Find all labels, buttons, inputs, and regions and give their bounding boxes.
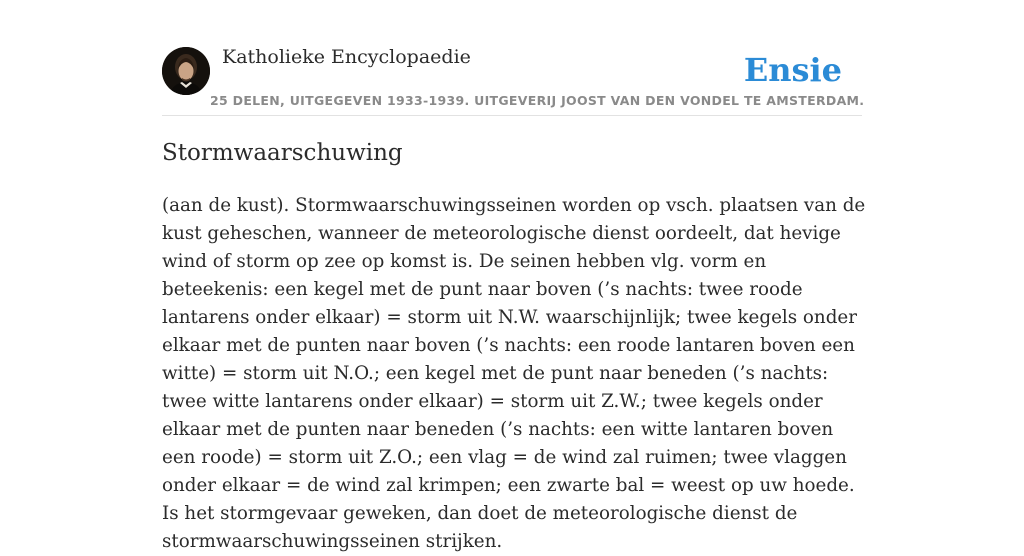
header-divider (162, 115, 862, 116)
article-body: (aan de kust). Stormwaarschuwingsseinen worden op vsch. plaatsen van de kust geheschen, wanneer de meteorologische dienst oordeelt, dat hevige wind of storm op zee op komst is. De seinen hebben vlg. vorm en beteekenis: een kegel met de punt naar boven (’s nachts: twee roode lantarens onder elkaar) = storm uit N.W. waarschijnlijk; twee kegels onder elkaar met de punten naar boven (’s nachts: een roode lantaren boven een witte) = storm uit N.O.; een kegel met de punt naar beneden (’s nachts: twee witte lantarens onder elkaar) = storm uit Z.W.; twee kegels onder elkaar met de punten naar beneden (’s nachts: een witte lantaren boven een roode) = storm uit Z.O.; een vlag = de wind zal ruimen; twee vlaggen onder elkaar = de wind zal krimpen; een zwarte bal = weest op uw hoede. Is het stormgevaar geweken, dan doet de meteorologische dienst de stormwaarschuwingsseinen strijken. (162, 195, 866, 552)
article-title: Stormwaarschuwing (162, 140, 403, 166)
source-meta: 25 DELEN, UITGEGEVEN 1933-1939. UITGEVERIJ JOOST VAN DEN VONDEL TE AMSTERDAM. (210, 93, 865, 108)
portrait-icon (162, 47, 210, 95)
ensie-logo[interactable]: Ensie (743, 51, 842, 89)
source-header (162, 44, 865, 116)
portrait-avatar[interactable] (162, 47, 210, 95)
source-title[interactable]: Katholieke Encyclopaedie (222, 46, 471, 68)
